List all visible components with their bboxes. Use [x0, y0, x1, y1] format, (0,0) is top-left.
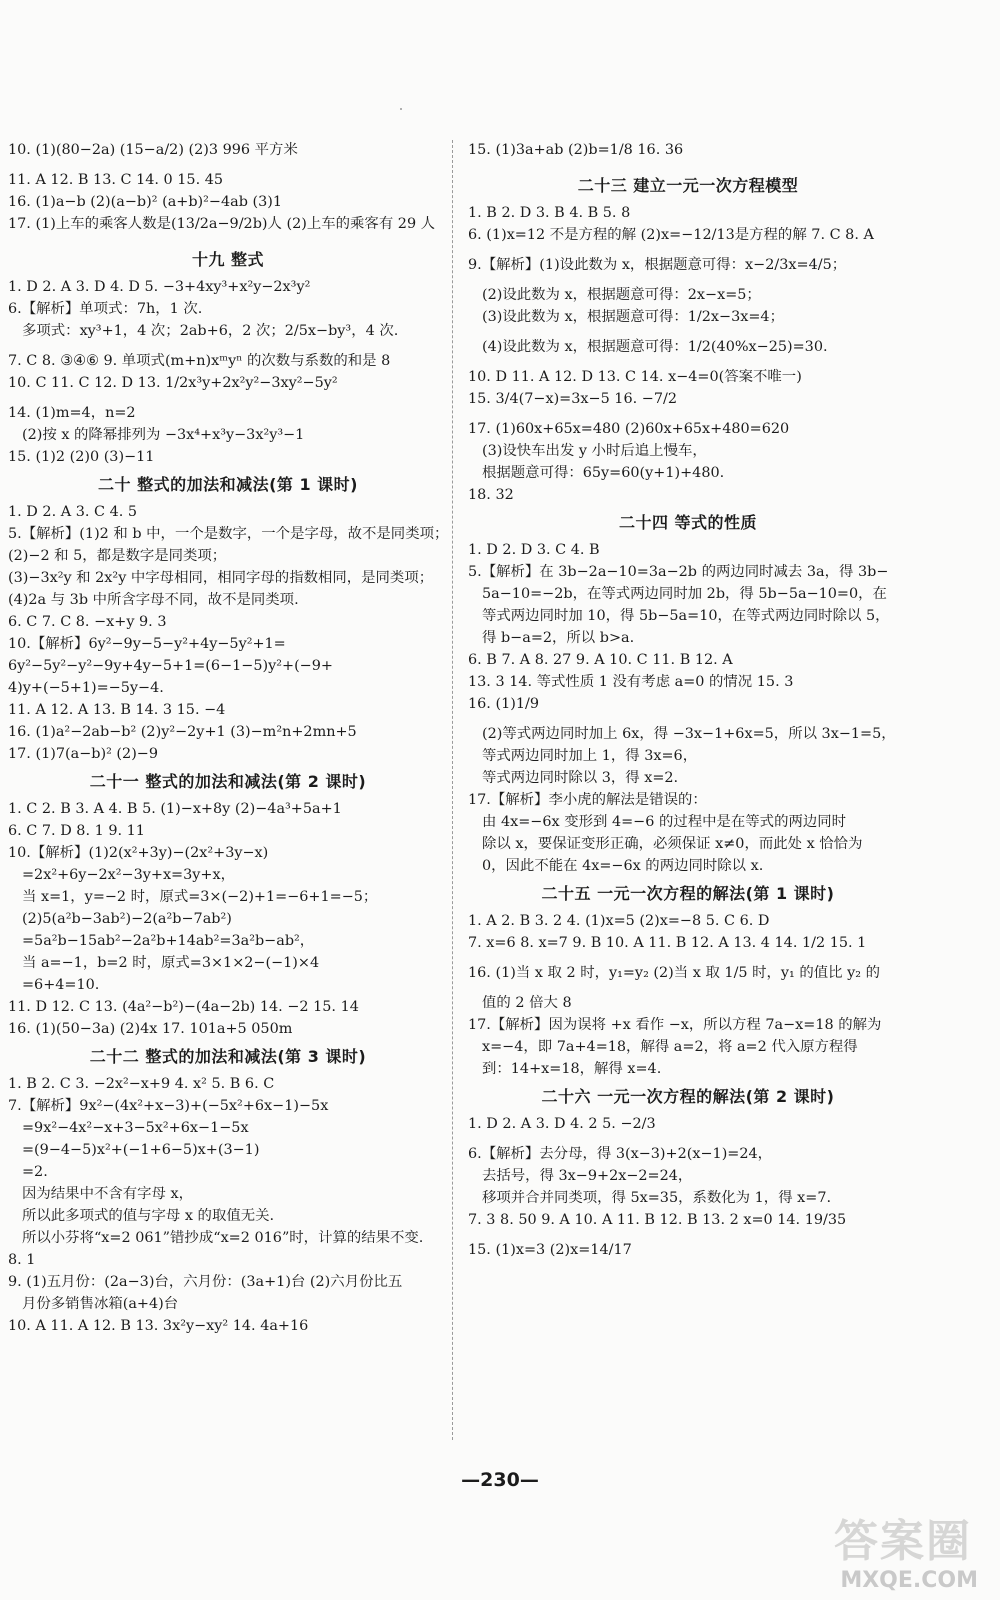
answer-line: 移项并合并同类项，得 5x=35，系数化为 1，得 x=7. — [482, 1190, 832, 1206]
answer-line: 13. 3 14. 等式性质 1 没有考虑 a=0 的情况 15. 3 — [468, 674, 794, 690]
answer-line: (2)5(a²b−3ab²)−2(a²b−7ab²) — [22, 911, 232, 927]
answer-line: 由 4x=−6x 变形到 4=−6 的过程中是在等式的两边同时 — [482, 814, 847, 830]
answer-line: 6y²−5y²−y²−9y+4y−5+1=(6−1−5)y²+(−9+ — [8, 658, 333, 674]
answer-line: 5a−10=−2b，在等式两边同时加 2b，得 5b−5a−10=0，在 — [482, 586, 887, 602]
answer-line: 当 a=−1，b=2 时，原式=3×1×2−(−1)×4 — [22, 955, 320, 971]
answer-line: 6.【解析】单项式：7h，1 次. — [8, 301, 203, 317]
answer-line: 0，因此不能在 4x=−6x 的两边同时除以 x. — [482, 858, 764, 874]
answer-line: 11. D 12. C 13. (4a²−b²)−(4a−2b) 14. −2 15. 14 — [8, 999, 359, 1015]
answer-line: (3)设快车出发 y 小时后追上慢车， — [482, 443, 707, 459]
answer-line: 多项式：xy³+1，4 次；2ab+6，2 次；2/5x−by³，4 次. — [22, 323, 399, 339]
answer-line: (4)设此数为 x，根据题意可得：1/2(40%x−25)=30. — [482, 339, 828, 355]
answer-line: =(9−4−5)x²+(−1+6−5)x+(3−1) — [22, 1142, 260, 1158]
answer-line: 10. C 11. C 12. D 13. 1/2x³y+2x²y²−3xy²−5y² — [8, 375, 338, 391]
answer-line: 1. B 2. C 3. −2x²−x+9 4. x² 5. B 6. C — [8, 1076, 275, 1092]
answer-line: 16. (1)a−b (2)(a−b)² (a+b)²−4ab (3)1 — [8, 194, 283, 210]
answer-line: 9. (1)五月份：(2a−3)台，六月份：(3a+1)台 (2)六月份比五 — [8, 1274, 403, 1290]
answer-line: 6. B 7. A 8. 27 9. A 10. C 11. B 12. A — [468, 652, 733, 668]
answer-line: 6.【解析】去分母，得 3(x−3)+2(x−1)=24， — [468, 1146, 773, 1162]
answer-line: 10.【解析】6y²−9y−5−y²+4y−5y²+1= — [8, 636, 286, 652]
column-divider — [452, 140, 453, 1440]
answer-line: (3)−3x²y 和 2x²y 中字母相同，相同字母的指数相同，是同类项； — [8, 570, 434, 586]
section-heading: 二十 整式的加法和减法(第 1 课时) — [98, 475, 358, 494]
watermark-url: MXQE.COM — [840, 1568, 978, 1593]
answer-line: 1. D 2. D 3. C 4. B — [468, 542, 600, 558]
section-heading: 二十三 建立一元一次方程模型 — [577, 176, 799, 195]
answer-line: 所以此多项式的值与字母 x 的取值无关. — [22, 1208, 275, 1224]
watermark-glyph: 答案圈 — [834, 1516, 972, 1567]
answer-line: 16. (1)(50−3a) (2)4x 17. 101a+5 050m — [8, 1021, 293, 1037]
answer-line: 15. 3/4(7−x)=3x−5 16. −7/2 — [468, 391, 677, 407]
speck — [400, 108, 402, 110]
answer-line: 1. B 2. D 3. B 4. B 5. 8 — [468, 205, 631, 221]
answer-line: 1. D 2. A 3. D 4. D 5. −3+4xy³+x²y−2x³y² — [8, 279, 311, 295]
answer-line: 17.【解析】李小虎的解法是错误的： — [468, 792, 707, 808]
answer-line: 6. C 7. D 8. 1 9. 11 — [8, 823, 145, 839]
section-heading: 二十六 一元一次方程的解法(第 2 课时) — [541, 1087, 835, 1106]
answer-line: 8. 1 — [8, 1252, 36, 1268]
answer-line: 到：14+x=18，解得 x=4. — [482, 1061, 662, 1077]
answer-line: (4)2a 与 3b 中所含字母不同，故不是同类项. — [8, 592, 299, 608]
answer-line: 除以 x，要保证变形正确，必须保证 x≠0，而此处 x 恰恰为 — [482, 836, 863, 852]
section-heading: 十九 整式 — [191, 250, 265, 269]
answer-line: 16. (1)当 x 取 2 时，y₁=y₂ (2)当 x 取 1/5 时，y₁ 的值比 y₂ 的 — [468, 965, 881, 981]
answer-line: 去括号，得 3x−9+2x−2=24， — [482, 1168, 693, 1184]
answer-line: 等式两边同时加 10，得 5b−5a=10，在等式两边同时除以 5， — [482, 608, 890, 624]
answer-line: =2. — [22, 1164, 48, 1180]
section-heading: 二十一 整式的加法和减法(第 2 课时) — [89, 772, 367, 791]
answer-line: 6. C 7. C 8. −x+y 9. 3 — [8, 614, 167, 630]
answer-line: 1. C 2. B 3. A 4. B 5. (1)−x+8y (2)−4a³+5a+1 — [8, 801, 342, 817]
answer-line: =9x²−4x²−x+3−5x²+6x−1−5x — [22, 1120, 249, 1136]
section-heading: 二十五 一元一次方程的解法(第 1 课时) — [541, 884, 835, 903]
page-number: —230— — [461, 1469, 539, 1491]
answer-line: 7. C 8. ③④⑥ 9. 单项式(m+n)xᵐyⁿ 的次数与系数的和是 8 — [8, 353, 391, 369]
watermark-logo — [832, 1505, 982, 1593]
answer-line: 得 b−a=2，所以 b>a. — [482, 630, 635, 646]
answer-line: 10. A 11. A 12. B 13. 3x²y−xy² 14. 4a+16 — [8, 1318, 309, 1334]
answer-line: 因为结果中不含有字母 x， — [22, 1186, 193, 1202]
answer-line: 6. (1)x=12 不是方程的解 (2)x=−12/13是方程的解 7. C 8. A — [468, 227, 874, 243]
answer-line: 9.【解析】(1)设此数为 x，根据题意可得：x−2/3x=4/5； — [468, 257, 847, 273]
answer-line: 17. (1)上车的乘客人数是(13/2a−9/2b)人 (2)上车的乘客有 29 人 — [8, 216, 436, 232]
answer-line: 10. (1)(80−2a) (15−a/2) (2)3 996 平方米 — [8, 142, 298, 158]
answer-line: 16. (1)a²−2ab−b² (2)y²−2y+1 (3)−m²n+2mn+5 — [8, 724, 357, 740]
answer-line: 等式两边同时加上 1，得 3x=6， — [482, 748, 698, 764]
answer-line: =6+4=10. — [22, 977, 100, 993]
answer-line: 7. 3 8. 50 9. A 10. A 11. B 12. B 13. 2 x=0 14. 19/35 — [468, 1212, 847, 1228]
left-column — [8, 140, 448, 1338]
answer-line: 5.【解析】在 3b−2a−10=3a−2b 的两边同时减去 3a，得 3b− — [468, 564, 889, 580]
answer-line: 4)y+(−5+1)=−5y−4. — [8, 680, 164, 696]
answer-line: 根据题意可得：65y=60(y+1)+480. — [482, 465, 725, 481]
right-column — [468, 140, 908, 1270]
answer-line: 14. (1)m=4，n=2 — [8, 405, 136, 421]
answer-line: (2)按 x 的降幂排列为 −3x⁴+x³y−3x²y³−1 — [22, 427, 305, 443]
answer-line: (2)等式两边同时加上 6x，得 −3x−1+6x=5，所以 3x−1=5， — [482, 726, 896, 742]
answer-line: 月份多销售冰箱(a+4)台 — [22, 1296, 179, 1312]
answer-line: 1. D 2. A 3. D 4. 2 5. −2/3 — [468, 1116, 656, 1132]
answer-line: 等式两边同时除以 3，得 x=2. — [482, 770, 679, 786]
answer-line: 1. A 2. B 3. 2 4. (1)x=5 (2)x=−8 5. C 6. D — [468, 913, 770, 929]
answer-line: 所以小芬将“x=2 061”错抄成“x=2 016”时，计算的结果不变. — [22, 1230, 424, 1246]
answer-line: 10.【解析】(1)2(x²+3y)−(2x²+3y−x) — [8, 845, 269, 861]
answer-line: 当 x=1，y=−2 时，原式=3×(−2)+1=−6+1=−5； — [22, 889, 378, 905]
section-heading: 二十二 整式的加法和减法(第 3 课时) — [89, 1047, 367, 1066]
answer-line: x=−4，即 7a+4=18，解得 a=2，将 a=2 代入原方程得 — [482, 1039, 858, 1055]
answer-line: 18. 32 — [468, 487, 514, 503]
answer-line: (2)−2 和 5，都是数字是同类项； — [8, 548, 227, 564]
answer-line: 15. (1)x=3 (2)x=14/17 — [468, 1242, 632, 1258]
section-heading: 二十四 等式的性质 — [618, 513, 758, 532]
answer-line: (2)设此数为 x，根据题意可得：2x−x=5； — [482, 287, 761, 303]
answer-line: =5a²b−15ab²−2a²b+14ab²=3a²b−ab²， — [22, 933, 315, 949]
answer-line: (3)设此数为 x，根据题意可得：1/2x−3x=4； — [482, 309, 784, 325]
answer-line: =2x²+6y−2x²−3y+x=3y+x， — [22, 867, 235, 883]
answer-line: 值的 2 倍大 8 — [482, 995, 572, 1011]
answer-line: 5.【解析】(1)2 和 b 中，一个是数字，一个是字母，故不是同类项； — [8, 526, 448, 542]
answer-line: 15. (1)3a+ab (2)b=1/8 16. 36 — [468, 142, 684, 158]
answer-line: 11. A 12. B 13. C 14. 0 15. 45 — [8, 172, 224, 188]
answer-line: 15. (1)2 (2)0 (3)−11 — [8, 449, 155, 465]
answer-line: 17. (1)60x+65x=480 (2)60x+65x+480=620 — [468, 421, 790, 437]
answer-line: 17. (1)7(a−b)² (2)−9 — [8, 746, 159, 762]
answer-line: 10. D 11. A 12. D 13. C 14. x−4=0(答案不唯一) — [468, 369, 802, 385]
answer-line: 16. (1)1/9 — [468, 696, 540, 712]
answer-line: 7. x=6 8. x=7 9. B 10. A 11. B 12. A 13. 4 14. 1/2 15. 1 — [468, 935, 867, 951]
answer-line: 1. D 2. A 3. C 4. 5 — [8, 504, 138, 520]
answer-line: 17.【解析】因为误将 +x 看作 −x，所以方程 7a−x=18 的解为 — [468, 1017, 882, 1033]
answer-line: 7.【解析】9x²−(4x²+x−3)+(−5x²+6x−1)−5x — [8, 1098, 329, 1114]
answer-line: 11. A 12. A 13. B 14. 3 15. −4 — [8, 702, 226, 718]
